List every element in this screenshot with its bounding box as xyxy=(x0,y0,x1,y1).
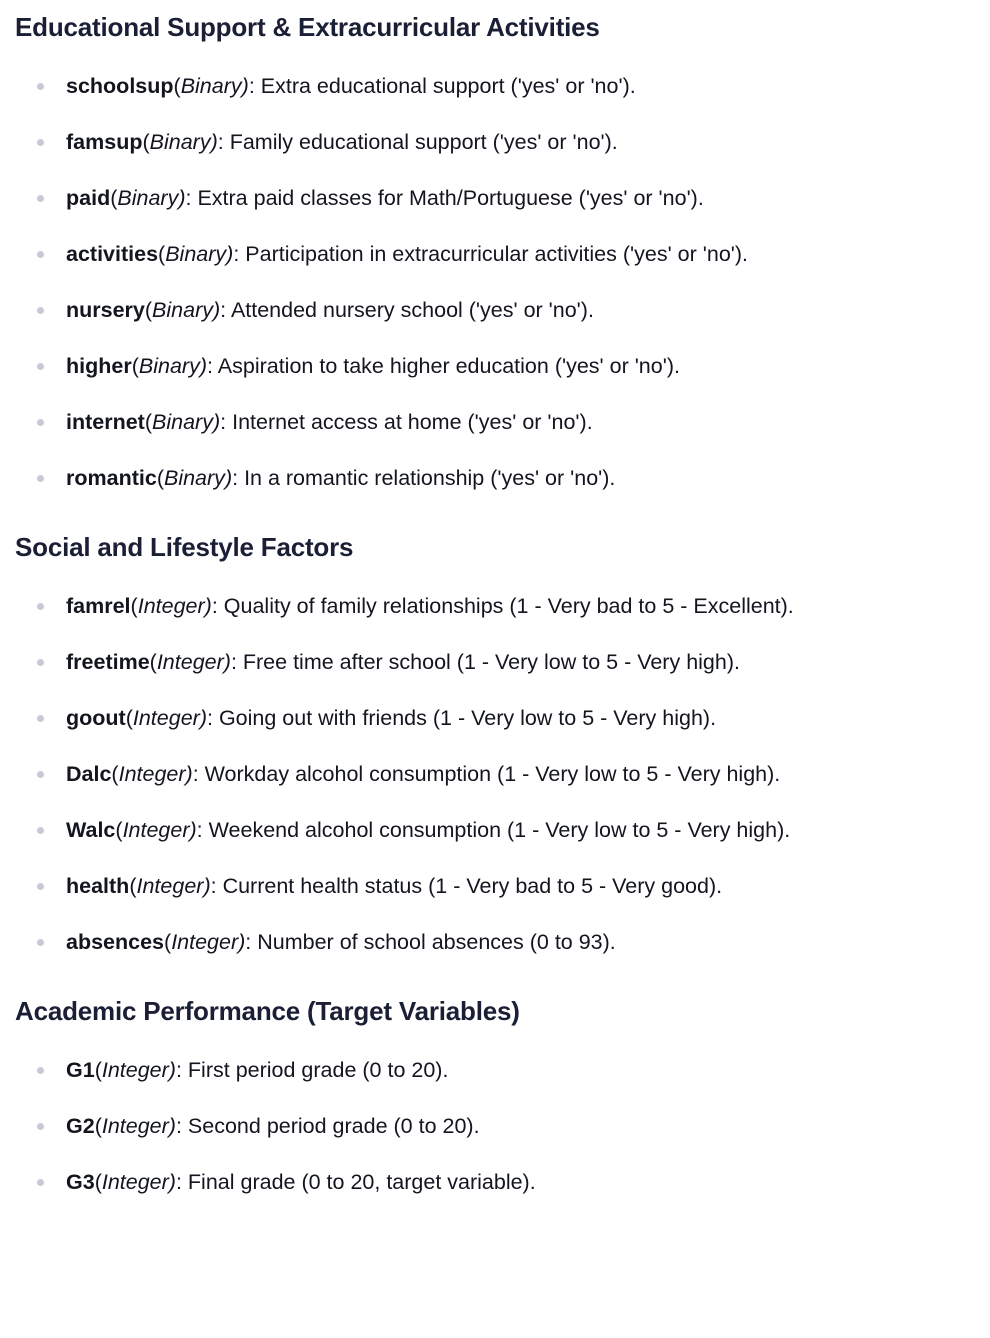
list-item xyxy=(0,816,990,845)
bullet-icon xyxy=(37,83,44,90)
list-item xyxy=(0,296,990,325)
feature-description: Extra paid classes for Math/Portuguese ('yes' or 'no'). xyxy=(197,185,704,210)
feature-name: G2 xyxy=(66,1113,95,1138)
list-item xyxy=(0,872,990,901)
list-item xyxy=(0,1168,990,1197)
feature-description: Participation in extracurricular activities ('yes' or 'no'). xyxy=(245,241,749,266)
feature-description: Family educational support ('yes' or 'no'). xyxy=(229,129,618,154)
feature-type: Binary xyxy=(180,73,242,98)
feature-description: First period grade (0 to 20). xyxy=(187,1057,449,1082)
list-item xyxy=(0,240,990,269)
feature-type-open-paren: ( xyxy=(125,705,133,730)
bullet-icon xyxy=(37,363,44,370)
list-item xyxy=(0,928,990,957)
feature-description: Current health status (1 - Very bad to 5 - Very good). xyxy=(222,873,723,898)
feature-type: Integer xyxy=(101,1169,169,1194)
feature-type: Integer xyxy=(171,930,239,954)
feature-type: Integer xyxy=(132,705,200,730)
feature-description: Extra educational support ('yes' or 'no'). xyxy=(260,73,636,98)
list-item xyxy=(0,1056,990,1085)
feature-name: Walc xyxy=(66,817,116,842)
feature-colon: : xyxy=(175,1113,188,1138)
section-heading: Social and Lifestyle Factors xyxy=(15,532,354,563)
feature-type-open-paren: ( xyxy=(94,1113,102,1138)
feature-type: Integer xyxy=(101,1057,169,1082)
feature-type-open-paren: ( xyxy=(142,129,150,154)
bullet-icon xyxy=(37,475,44,482)
feature-colon: : xyxy=(192,761,205,786)
feature-type: Binary xyxy=(152,409,213,434)
feature-description: Workday alcohol consumption (1 - Very low to 5 - Very high). xyxy=(204,761,781,786)
feature-colon: : xyxy=(220,409,233,434)
feature-type: Binary xyxy=(117,185,179,210)
feature-type: Integer xyxy=(118,761,186,786)
list-item xyxy=(0,352,990,381)
feature-type-open-paren: ( xyxy=(149,649,157,674)
feature-type: Integer xyxy=(136,873,204,898)
feature-description: Going out with friends (1 - Very low to 5 - Very high). xyxy=(218,705,717,730)
section-social-lifestyle xyxy=(0,493,990,957)
feature-colon: : xyxy=(233,241,246,266)
feature-colon: : xyxy=(210,873,223,898)
list-item xyxy=(0,72,990,101)
feature-name: paid xyxy=(66,185,111,210)
feature-colon: : xyxy=(185,185,198,210)
feature-name: absences xyxy=(66,930,165,954)
list-item xyxy=(0,592,990,621)
feature-type-open-paren: ( xyxy=(94,1057,102,1082)
feature-description: Final grade (0 to 20, target variable). xyxy=(187,1169,536,1194)
list-item xyxy=(0,184,990,213)
feature-type: Integer xyxy=(122,817,190,842)
feature-list xyxy=(0,592,990,957)
list-item xyxy=(0,648,990,677)
feature-type: Binary xyxy=(149,129,211,154)
feature-colon: : xyxy=(232,466,245,490)
bullet-icon xyxy=(37,1067,44,1074)
feature-colon: : xyxy=(220,297,231,322)
feature-type: Binary xyxy=(165,241,227,266)
feature-type: Binary xyxy=(138,353,200,378)
feature-type: Binary xyxy=(163,466,225,490)
feature-colon: : xyxy=(206,705,219,730)
section-educational-support xyxy=(0,0,990,493)
feature-type-close-paren: ) xyxy=(199,705,207,730)
feature-name: famsup xyxy=(66,129,143,154)
feature-type-open-paren: ( xyxy=(115,817,123,842)
feature-type-open-paren: ( xyxy=(110,185,118,210)
feature-type-open-paren: ( xyxy=(164,930,172,954)
feature-type-open-paren: ( xyxy=(94,1169,102,1194)
feature-description: Weekend alcohol consumption (1 - Very low to 5 - Very high). xyxy=(208,817,791,842)
feature-type-close-paren: ) xyxy=(226,241,234,266)
bullet-icon xyxy=(37,251,44,258)
feature-description: Second period grade (0 to 20). xyxy=(187,1113,480,1138)
feature-description: Aspiration to take higher education ('yes' or 'no'). xyxy=(217,353,680,378)
bullet-icon xyxy=(37,715,44,722)
feature-type: Binary xyxy=(152,297,213,322)
bullet-icon xyxy=(37,883,44,890)
feature-type-open-paren: ( xyxy=(129,873,137,898)
feature-name: Dalc xyxy=(66,761,112,786)
feature-type-close-paren: ) xyxy=(199,353,207,378)
feature-colon: : xyxy=(207,353,218,378)
bullet-icon xyxy=(37,659,44,666)
bullet-icon xyxy=(37,139,44,146)
bullet-icon xyxy=(37,419,44,426)
feature-description: Number of school absences (0 to 93). xyxy=(257,930,616,954)
feature-name: romantic xyxy=(66,466,157,490)
bullet-icon xyxy=(37,307,44,314)
bullet-icon xyxy=(37,1179,44,1186)
feature-type-close-paren: ) xyxy=(204,593,212,618)
feature-name: higher xyxy=(66,353,132,378)
feature-type-close-paren: ) xyxy=(168,1113,176,1138)
feature-colon: : xyxy=(217,129,230,154)
feature-name: goout xyxy=(66,705,126,730)
feature-type-open-paren: ( xyxy=(130,593,138,618)
feature-type: Integer xyxy=(137,593,205,618)
list-item xyxy=(0,704,990,733)
feature-name: famrel xyxy=(66,593,131,618)
feature-type-close-paren: ) xyxy=(185,761,193,786)
list-item xyxy=(0,464,990,493)
feature-name: health xyxy=(66,873,130,898)
feature-type-close-paren: ) xyxy=(203,873,211,898)
feature-type-open-paren: ( xyxy=(156,466,164,490)
bullet-icon xyxy=(37,603,44,610)
feature-type: Integer xyxy=(101,1113,169,1138)
section-heading: Academic Performance (Target Variables) xyxy=(15,996,520,1027)
feature-type-open-paren: ( xyxy=(144,409,153,434)
list-item xyxy=(0,1112,990,1141)
feature-colon: : xyxy=(196,817,209,842)
feature-description: Free time after school (1 - Very low to 5 - Very high). xyxy=(242,649,740,674)
feature-colon: : xyxy=(245,930,258,954)
feature-type-close-paren: ) xyxy=(189,817,197,842)
feature-type-close-paren: ) xyxy=(168,1057,176,1082)
feature-colon: : xyxy=(248,73,261,98)
feature-list xyxy=(0,1056,990,1197)
feature-type-open-paren: ( xyxy=(144,297,153,322)
feature-description: Internet access at home ('yes' or 'no'). xyxy=(232,409,593,434)
feature-name: G3 xyxy=(66,1169,95,1194)
feature-name: freetime xyxy=(66,649,150,674)
feature-type-close-paren: ) xyxy=(210,129,218,154)
feature-type-open-paren: ( xyxy=(131,353,139,378)
feature-name: activities xyxy=(66,241,159,266)
feature-colon: : xyxy=(175,1057,188,1082)
list-item xyxy=(0,408,990,437)
feature-name: internet xyxy=(66,409,145,434)
bullet-icon xyxy=(37,827,44,834)
section-academic-performance xyxy=(0,957,990,1197)
list-item xyxy=(0,760,990,789)
feature-type-open-paren: ( xyxy=(111,761,119,786)
list-item xyxy=(0,128,990,157)
feature-colon: : xyxy=(175,1169,188,1194)
feature-type-close-paren: ) xyxy=(168,1169,176,1194)
feature-name: nursery xyxy=(66,297,145,322)
bullet-icon xyxy=(37,939,44,946)
feature-type-close-paren: ) xyxy=(178,185,186,210)
bullet-icon xyxy=(37,771,44,778)
section-heading: Educational Support & Extracurricular Activities xyxy=(15,12,600,42)
feature-list xyxy=(0,72,990,493)
bullet-icon xyxy=(37,1123,44,1130)
feature-description: Attended nursery school ('yes' or 'no'). xyxy=(230,297,594,322)
feature-type-close-paren: ) xyxy=(238,930,246,954)
feature-description: Quality of family relationships (1 - Very bad to 5 - Excellent). xyxy=(223,593,794,618)
feature-name: schoolsup xyxy=(66,73,174,98)
feature-name: G1 xyxy=(66,1057,95,1082)
feature-type-close-paren: ) xyxy=(213,297,221,322)
feature-type-close-paren: ) xyxy=(223,649,231,674)
feature-type-close-paren: ) xyxy=(241,73,249,98)
feature-type-close-paren: ) xyxy=(224,466,233,490)
bullet-icon xyxy=(37,195,44,202)
feature-colon: : xyxy=(211,593,224,618)
feature-type-close-paren: ) xyxy=(212,409,221,434)
feature-description: In a romantic relationship ('yes' or 'no'). xyxy=(244,466,616,490)
feature-type-open-paren: ( xyxy=(158,241,166,266)
feature-type-open-paren: ( xyxy=(173,73,181,98)
feature-type: Integer xyxy=(156,649,224,674)
feature-colon: : xyxy=(230,649,243,674)
